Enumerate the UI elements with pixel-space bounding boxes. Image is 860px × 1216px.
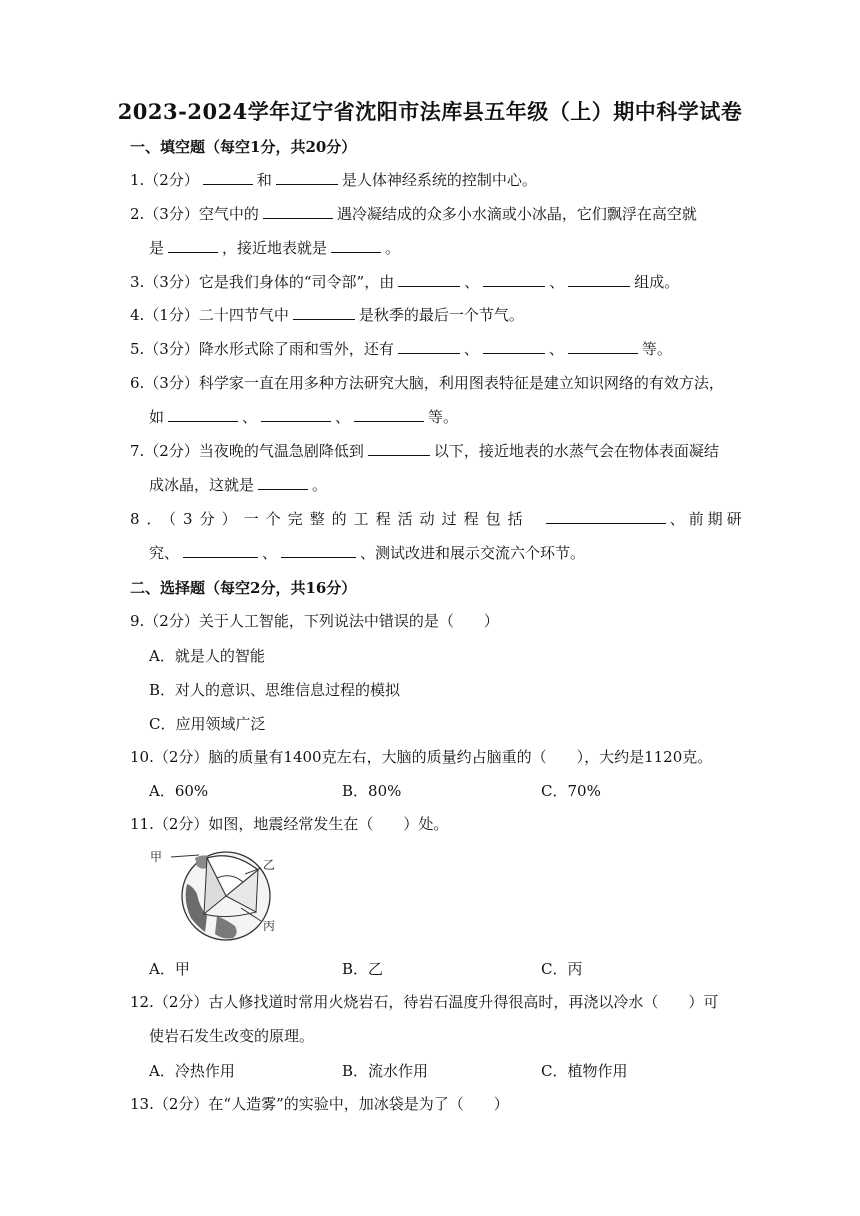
- question-8: 8．（3分）一个完整的工程活动过程包括 、前期研: [130, 510, 746, 528]
- answer-blank[interactable]: [258, 475, 308, 490]
- q10-option-b[interactable]: B．80%: [342, 782, 402, 800]
- question-1: 1.（2分） 和 是人体神经系统的控制中心。: [130, 171, 537, 189]
- label-yi: 乙: [263, 858, 276, 872]
- q12-option-b[interactable]: B．流水作用: [342, 1062, 429, 1080]
- page-title: 2023-2024学年辽宁省沈阳市法库县五年级（上）期中科学试卷: [117, 99, 743, 124]
- section-choice-heading: 二、选择题（每空2分，共16分）: [130, 579, 357, 597]
- q11-option-c[interactable]: C．丙: [541, 960, 583, 978]
- answer-blank[interactable]: [483, 339, 545, 354]
- answer-blank[interactable]: [168, 407, 238, 422]
- answer-blank[interactable]: [398, 339, 460, 354]
- q12-option-c[interactable]: C．植物作用: [541, 1062, 628, 1080]
- answer-blank[interactable]: [281, 543, 356, 558]
- question-10: 10.（2分）脑的质量有1400克左右，大脑的质量约占脑重的（ ），大约是1120克。: [130, 748, 713, 766]
- answer-blank[interactable]: [568, 339, 638, 354]
- question-12-cont: 使岩石发生改变的原理。: [149, 1027, 315, 1045]
- q11-option-a[interactable]: A．甲: [149, 960, 190, 978]
- q9-option-b[interactable]: B．对人的意识、思维信息过程的模拟: [149, 681, 401, 699]
- answer-blank[interactable]: [483, 272, 545, 287]
- answer-blank[interactable]: [398, 272, 460, 287]
- question-9: 9.（2分）关于人工智能，下列说法中错误的是（ ）: [130, 612, 499, 630]
- answer-blank[interactable]: [203, 170, 253, 185]
- question-2-cont: 是 ，接近地表就是 。: [149, 239, 401, 257]
- answer-blank[interactable]: [261, 407, 331, 422]
- earth-structure-figure: [147, 846, 285, 942]
- question-3: 3.（3分）它是我们身体的“司令部”，由 、 、 组成。: [130, 273, 680, 291]
- q9-option-c[interactable]: C．应用领域广泛: [149, 715, 266, 733]
- q11-option-b[interactable]: B．乙: [342, 960, 384, 978]
- question-8-cont: 究、 、 、测试改进和展示交流六个环节。: [149, 544, 586, 562]
- answer-blank[interactable]: [293, 305, 355, 320]
- question-4: 4.（1分）二十四节气中 是秋季的最后一个节气。: [130, 306, 524, 324]
- answer-blank[interactable]: [331, 238, 381, 253]
- q9-option-a[interactable]: A．就是人的智能: [149, 647, 265, 665]
- answer-blank[interactable]: [168, 238, 218, 253]
- answer-blank[interactable]: [354, 407, 424, 422]
- answer-blank[interactable]: [546, 509, 666, 524]
- q10-option-c[interactable]: C．70%: [541, 782, 601, 800]
- question-11: 11.（2分）如图，地震经常发生在（ ）处。: [130, 815, 449, 833]
- question-7-cont: 成冰晶，这就是 。: [149, 476, 328, 494]
- question-2: 2.（3分）空气中的 遇冷凝结成的众多小水滴或小冰晶，它们飘浮在高空就: [130, 205, 697, 223]
- question-6-cont: 如 、 、 等。: [149, 408, 459, 426]
- question-13: 13.（2分）在“人造雾”的实验中，加冰袋是为了（ ）: [130, 1095, 509, 1113]
- q12-option-a[interactable]: A．冷热作用: [149, 1062, 235, 1080]
- answer-blank[interactable]: [263, 204, 333, 219]
- question-12: 12.（2分）古人修找道时常用火烧岩石，待岩石温度升得很高时，再浇以冷水（ ）可: [130, 993, 719, 1011]
- answer-blank[interactable]: [568, 272, 630, 287]
- question-5: 5.（3分）降水形式除了雨和雪外，还有 、 、 等。: [130, 340, 672, 358]
- label-bing: 丙: [263, 919, 276, 933]
- label-jia: 甲: [150, 850, 163, 864]
- section-fill-heading: 一、填空题（每空1分，共20分）: [130, 138, 357, 156]
- question-7: 7.（2分）当夜晚的气温急剧降低到 以下，接近地表的水蒸气会在物体表面凝结: [130, 442, 719, 460]
- leader-line: [171, 855, 199, 857]
- answer-blank[interactable]: [368, 441, 430, 456]
- q10-option-a[interactable]: A．60%: [149, 782, 209, 800]
- answer-blank[interactable]: [276, 170, 338, 185]
- question-6: 6.（3分）科学家一直在用多种方法研究大脑，利用图表特征是建立知识网络的有效方法，: [130, 374, 724, 392]
- answer-blank[interactable]: [183, 543, 258, 558]
